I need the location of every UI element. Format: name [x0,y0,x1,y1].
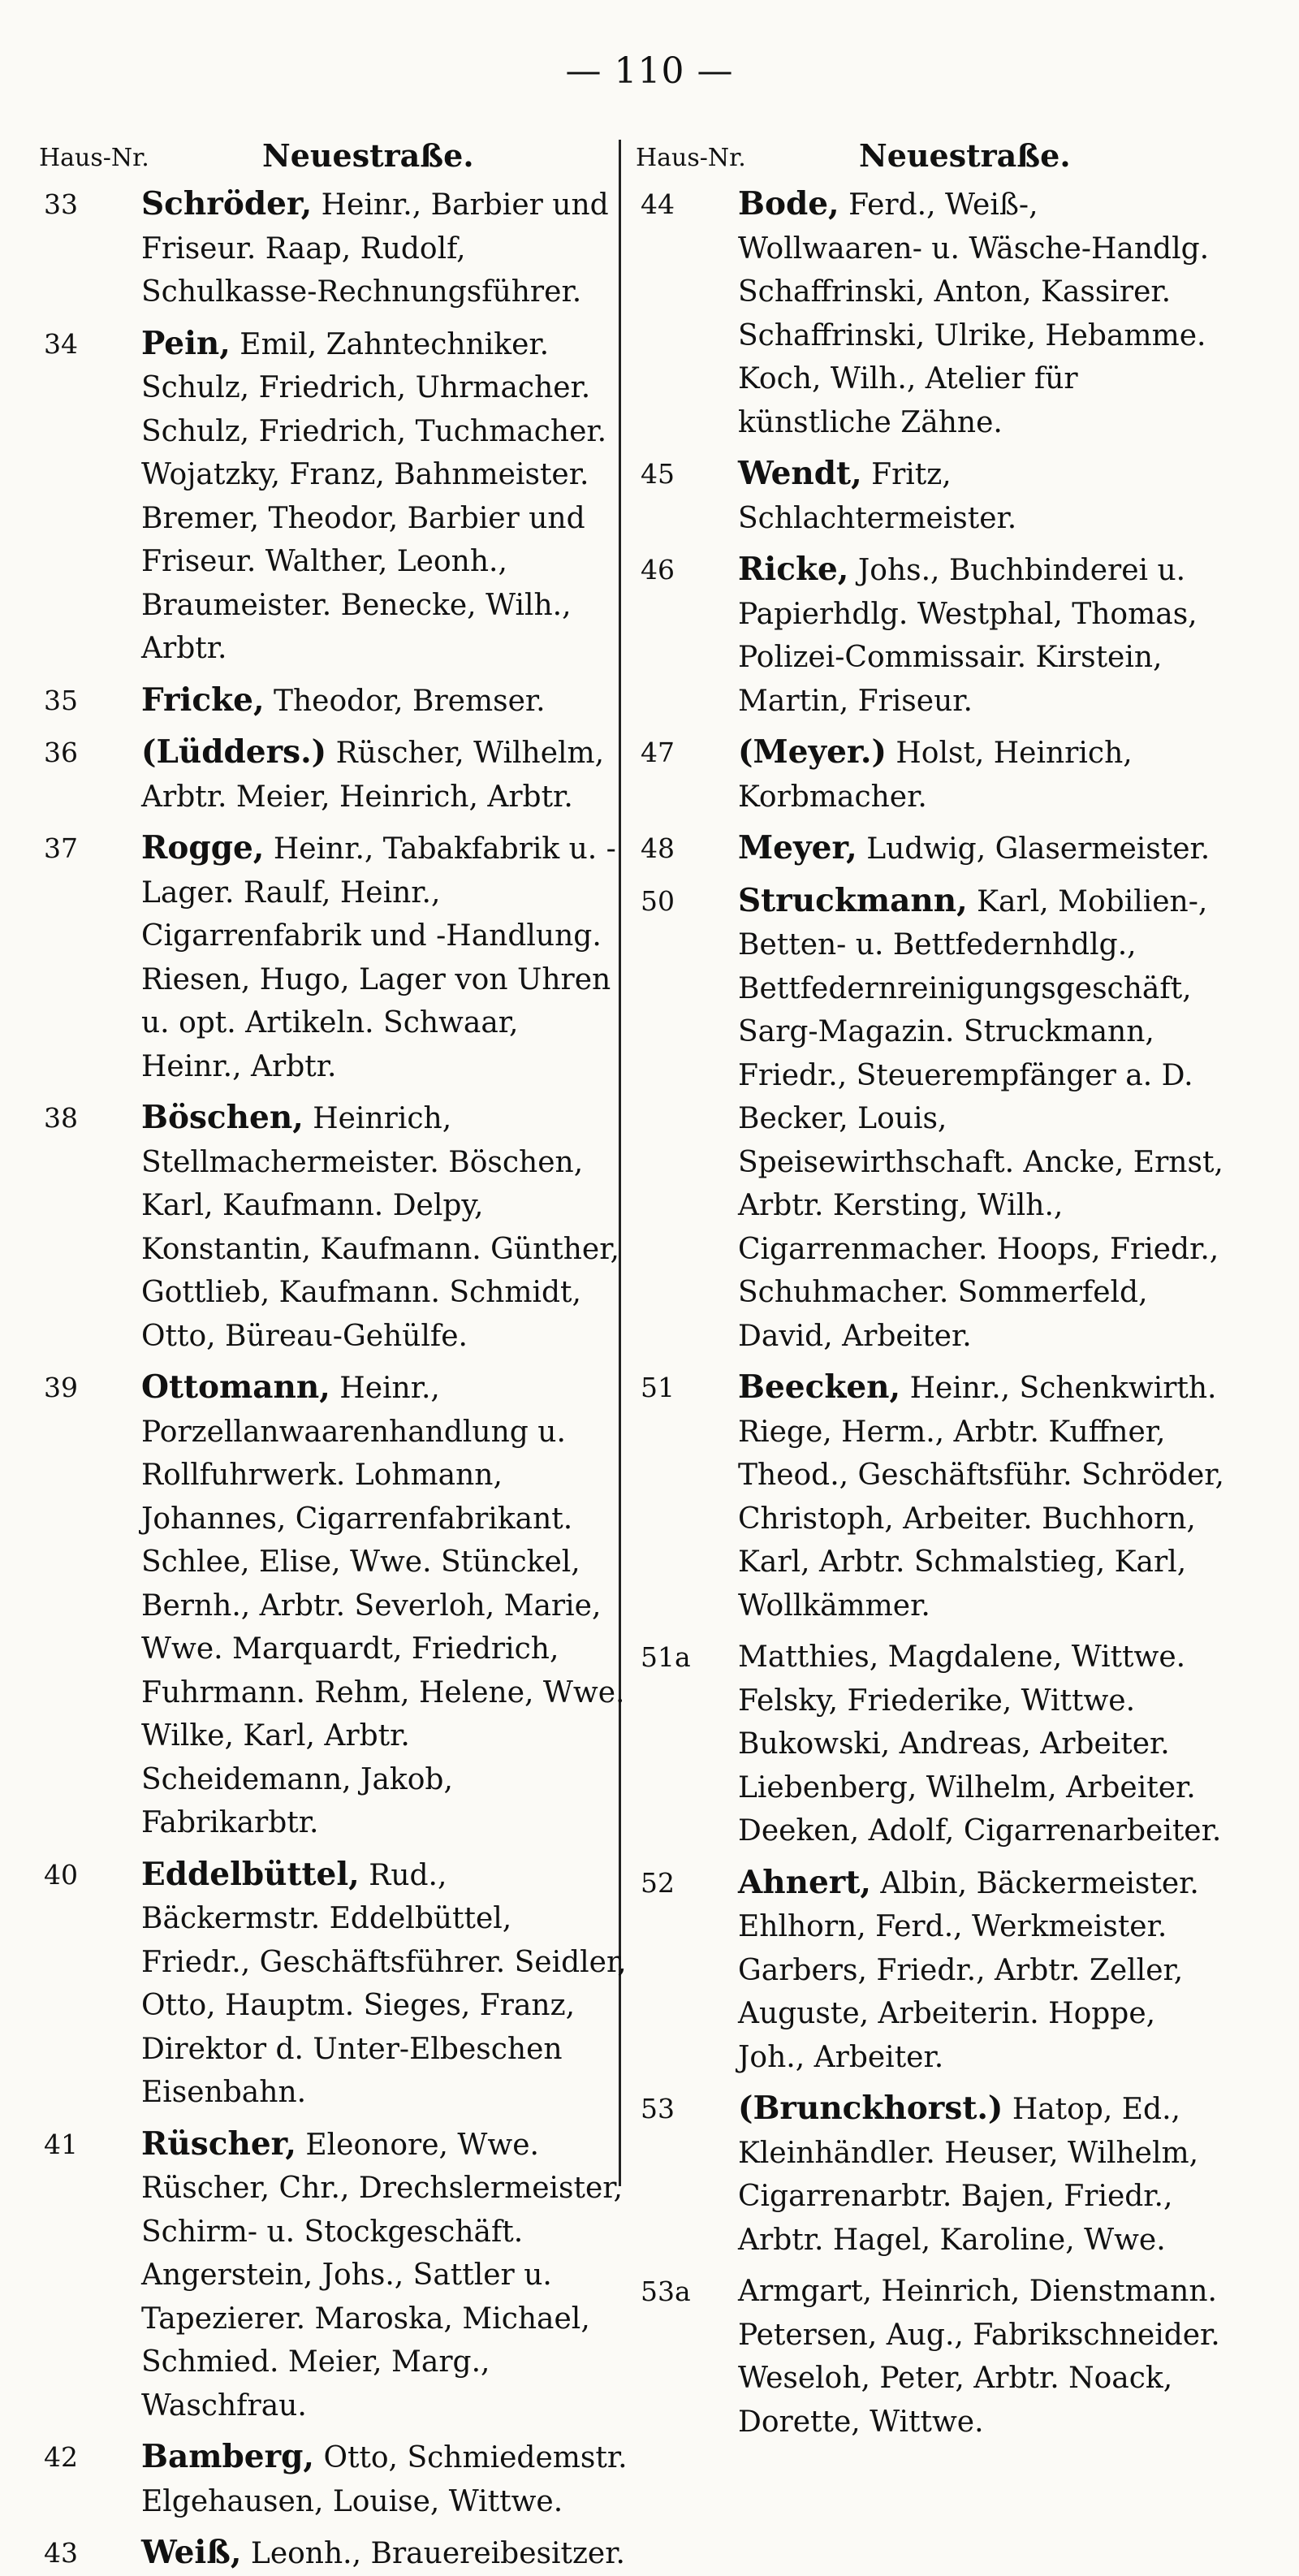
owner-name: Meyer, [738,829,857,867]
house-number: 53a [641,2276,691,2307]
owner-name: Schröder, [141,185,313,223]
owner-name: (Lüdders.) [141,733,327,771]
owner-name: Pein, [141,324,231,362]
house-entry [636,2270,1224,2444]
owner-name: (Meyer.) [738,733,887,771]
owner-name: Ottomann, [141,1368,330,1406]
resident-text: Holst, Heinrich, Korbmacher. [738,737,1133,814]
house-entry [636,183,1224,444]
house-number: 38 [44,1102,78,1134]
house-entry [636,1366,1224,1627]
house-entry [39,1366,628,1845]
house-entry [39,2436,628,2523]
resident-text: Armgart, Heinrich, Dienstmann. Petersen, Aug., Fabrikschneider. Weseloh, Peter, Arbtr. Noack, Dorette, Wittwe. [738,2275,1220,2439]
house-number: 40 [44,1858,78,1891]
house-number: 43 [44,2537,78,2569]
resident-text: Heinr., Tabakfabrik u. -Lager. Raulf, Heinr., Cigarrenfabrik und -Handlung. Riesen, Hugo, Lager von Uhren u. opt. Artikeln. Schwaar, Heinr., Arbtr. [141,832,616,1083]
owner-name: Ricke, [738,551,849,588]
resident-text: Theodor, Bremser. [273,684,546,718]
house-number: 46 [641,554,675,586]
house-entry [636,1861,1224,2080]
owner-name: Bamberg, [141,2438,314,2475]
resident-text: Heinrich, Stellmachermeister. Böschen, Karl, Kaufmann. Delpy, Konstantin, Kaufmann. Günther, Gottlieb, Kaufmann. Schmidt, Otto, Büreau-Gehülfe. [141,1102,619,1353]
house-entry [39,1853,628,2115]
resident-text: Heinr., Schenkwirth. Riege, Herm., Arbtr. Kuffner, Theod., Geschäftsführ. Schröder, Christoph, Arbeiter. Buchhorn, Karl, Arbtr. Schmalstieg, Karl, Wollkämmer. [738,1372,1224,1623]
resident-text: Matthies, Magdalene, Wittwe. Felsky, Friederike, Wittwe. Bukowski, Andreas, Arbeiter. Liebenberg, Wilhelm, Arbeiter. Deeken, Adolf, Cigarrenarbeiter. [738,1640,1222,1848]
house-entry [636,880,1224,1359]
house-number-label: Haus-Nr. [636,144,746,172]
owner-name: Böschen, [141,1099,304,1136]
house-number: 35 [44,684,78,716]
resident-text: Johs., Buchbinderei u. Papierhdlg. Westphal, Thomas, Polizei-Commissair. Kirstein, Martin, Friseur. [738,554,1198,718]
house-number: 51a [641,1641,691,1673]
house-number: 34 [44,327,78,360]
street-heading: Neuestraße. [859,137,1071,174]
house-entry [636,452,1224,540]
house-number: 44 [641,188,675,220]
resident-text: Rud., Bäckermstr. Eddelbüttel, Friedr., Geschäftsführer. Seidler, Otto, Hauptm. Sieges, Franz, Direktor d. Unter-Elbeschen Eisenbahn. [141,1858,627,2109]
house-number-label: Haus-Nr. [39,144,149,172]
house-entry [39,183,628,314]
house-number: 42 [44,2441,78,2473]
left-column-header [39,134,628,183]
resident-text: Ludwig, Glasermeister. [866,832,1211,866]
house-number: 48 [641,832,675,864]
house-number: 53 [641,2093,675,2124]
house-entry [636,1636,1224,1853]
owner-name: Fricke, [141,681,265,719]
house-number: 39 [44,1372,78,1403]
left-entry-list [39,183,628,2576]
resident-text: Karl, Mobilien-, Betten- u. Bettfedernhdlg., Bettfedernreinigungsgeschäft, Sarg-Magazin. Struckmann, Friedr., Steuerempfänger a. D. Becker, Louis, Speisewirthschaft. Ancke, Ernst, Arbtr. Kersting, Wilh., Cigarrenmacher. Hoops, Friedr., Schuhmacher. Sommerfeld, David, Arbeiter. [738,884,1223,1353]
house-number: 33 [44,188,78,220]
owner-name: Bode, [738,185,839,223]
house-entry [39,2123,628,2428]
house-number: 41 [44,2128,78,2160]
house-entry [636,731,1224,819]
house-number: 47 [641,737,675,768]
owner-name: (Brunckhorst.) [738,2090,1003,2127]
owner-name: Rogge, [141,829,265,867]
owner-name: Wendt, [738,455,862,492]
owner-name: Weiß, [141,2534,242,2571]
resident-text: Heinr., Barbier und Friseur. Raap, Rudolf, Schulkasse-Rechnungsführer. [141,188,609,309]
resident-text: Eleonore, Wwe. Rüscher, Chr., Drechslermeister, Schirm- u. Stockgeschäft. Angerstein, Johs., Sattler u. Tapezierer. Maroska, Michael, Schmied. Meier, Marg., Waschfrau. [141,2128,623,2423]
house-number: 50 [641,884,675,917]
owner-name: Struckmann, [738,881,968,919]
page-number: — 110 — [565,50,734,92]
house-entry [39,827,628,1088]
right-column-header [636,134,1224,183]
house-number: 52 [641,1866,675,1899]
resident-text: Hatop, Ed., Kleinhändler. Heuser, Wilhelm, Cigarrenarbtr. Bajen, Friedr., Arbtr. Hagel, Karoline, Wwe. [738,2093,1199,2257]
resident-text: Albin, Bäckermeister. Ehlhorn, Ferd., Werkmeister. Garbers, Friedr., Arbtr. Zeller, Auguste, Arbeiterin. Hoppe, Joh., Arbeiter. [738,1866,1199,2074]
owner-name: Ahnert, [738,1863,871,1901]
right-column [636,134,1224,2444]
house-entry [39,679,628,724]
house-entry [39,322,628,671]
resident-text: Leonh., Brauereibesitzer. [250,2537,625,2570]
house-number: 45 [641,458,675,490]
resident-text: Ferd., Weiß-, Wollwaaren- u. Wäsche-Handlg. Schaffrinski, Anton, Kassirer. Schaffrinski, Ulrike, Hebamme. Koch, Wilh., Atelier für künstliche Zähne. [738,188,1210,439]
owner-name: Beecken, [738,1368,901,1406]
owner-name: Eddelbüttel, [141,1855,360,1893]
house-entry [636,548,1224,723]
house-entry [636,2087,1224,2262]
street-heading: Neuestraße. [262,137,474,174]
resident-text: Emil, Zahntechniker. Schulz, Friedrich, Uhrmacher. Schulz, Friedrich, Tuchmacher. Wojatzky, Franz, Bahnmeister. Bremer, Theodor, Barbier und Friseur. Walther, Leonh., Braumeister. Benecke, Wilh., Arbtr. [141,327,607,665]
resident-text: Heinr., Porzellanwaarenhandlung u. Rollfuhrwerk. Lohmann, Johannes, Cigarrenfabrikant. Schlee, Elise, Wwe. Stünckel, Bernh., Arbtr. Severloh, Marie, Wwe. Marquardt, Friedrich, Fuhrmann. Rehm, Helene, Wwe. Wilke, Karl, Arbtr. Scheidemann, Jakob, Fabrikarbtr. [141,1372,625,1839]
right-entry-list [636,183,1224,2444]
resident-text: Fritz, Schlachtermeister. [738,458,1017,535]
house-entry [39,2531,628,2576]
house-entry [39,1096,628,1358]
owner-name: Rüscher, [141,2124,296,2163]
resident-text: Rüscher, Wilhelm, Arbtr. Meier, Heinrich, Arbtr. [141,737,605,814]
house-number: 51 [641,1372,675,1403]
house-number: 36 [44,737,78,768]
house-number: 37 [44,832,78,864]
left-column [39,134,628,2576]
house-entry [39,731,628,819]
resident-text: Otto, Schmiedemstr. Elgehausen, Louise, Wittwe. [141,2441,628,2518]
house-entry [636,827,1224,871]
